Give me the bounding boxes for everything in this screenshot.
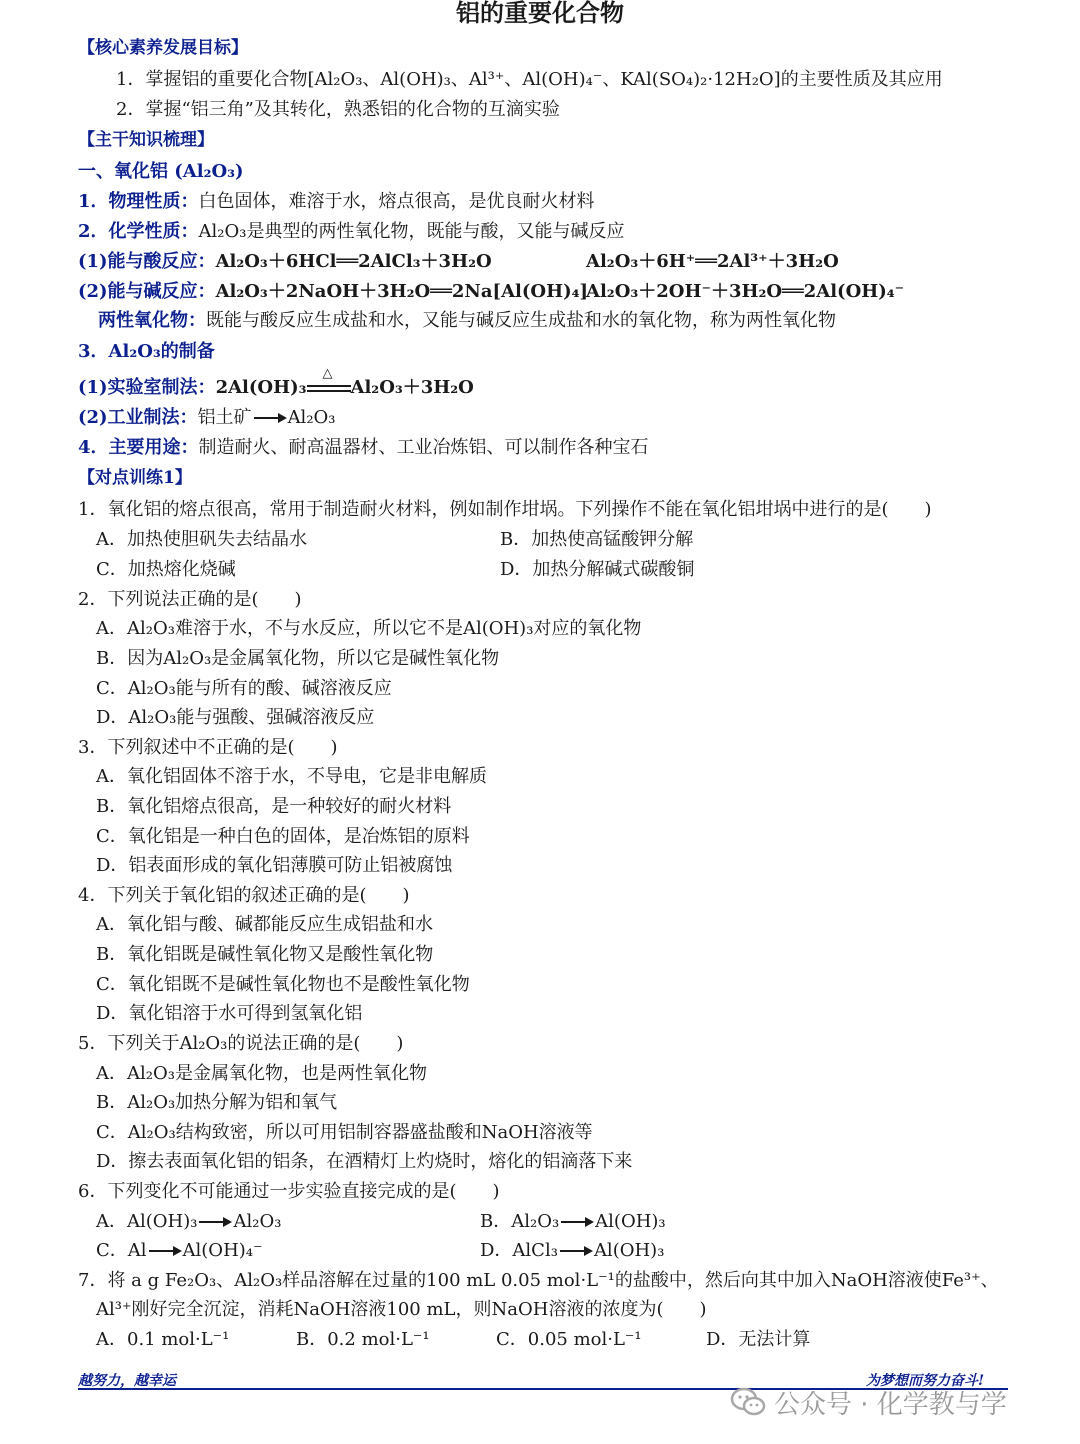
option-b-to: Al(OH)₃	[595, 1211, 666, 1232]
base-reaction-row	[78, 280, 588, 304]
question-5-option-b: B．Al₂O₃加热分解为铝和氧气	[96, 1092, 338, 1113]
acid-equation-2: Al₂O₃＋6H⁺══2Al³⁺＋3H₂O	[586, 251, 839, 272]
question-3-option-d: D．铝表面形成的氧化铝薄膜可防止铝被腐蚀	[96, 855, 453, 876]
practice-heading: 【对点训练1】	[78, 468, 192, 488]
arrow-right-icon	[559, 1216, 595, 1228]
question-2-option-b: B．因为Al₂O₃是金属氧化物，所以它是碱性氧化物	[96, 648, 500, 669]
question-1-option-c: C．加热熔化烧碱	[96, 559, 236, 580]
acid-equation-1: Al₂O₃＋6HCl══2AlCl₃＋3H₂O	[215, 251, 492, 272]
question-3-option-c: C．氧化铝是一种白色的固体，是冶炼铝的原料	[96, 826, 470, 847]
question-3: 3．下列叙述中不正确的是( )	[78, 737, 338, 758]
question-5: 5．下列关于Al₂O₃的说法正确的是( )	[78, 1033, 404, 1054]
question-6-option-b	[480, 1210, 666, 1234]
heat-triangle-icon: △	[322, 366, 333, 381]
question-1-option-a: A．加热使胆矾失去结晶水	[96, 529, 307, 550]
arrow-right-icon	[197, 1216, 233, 1228]
acid-reaction-row	[78, 250, 492, 274]
lab-rhs: Al₂O₃＋3H₂O	[350, 377, 474, 398]
arrow-right-icon	[252, 412, 288, 424]
amphoteric-label: 两性氧化物：	[98, 310, 206, 331]
wechat-icon	[730, 1387, 766, 1417]
question-6-option-c	[96, 1239, 263, 1263]
question-7-option-a: A．0.1 mol·L⁻¹	[96, 1329, 230, 1350]
lab-method-row	[78, 366, 474, 400]
amphoteric-text: 既能与酸反应生成盐和水，又能与碱反应生成盐和水的氧化物，称为两性氧化物	[206, 310, 836, 331]
option-b-from: B．Al₂O₃	[480, 1211, 560, 1232]
physical-property-label: 1．物理性质：	[78, 191, 199, 212]
question-4-option-a: A．氧化铝与酸、碱都能反应生成铝盐和水	[96, 914, 433, 935]
question-2: 2．下列说法正确的是( )	[78, 589, 302, 610]
lab-method-label: (1)实验室制法：	[78, 377, 216, 398]
question-1-option-d: D．加热分解碱式碳酸铜	[500, 559, 695, 580]
option-a-from: A．Al(OH)₃	[96, 1211, 198, 1232]
industrial-method-label: (2)工业制法：	[78, 407, 198, 428]
option-c-to: Al(OH)₄⁻	[182, 1240, 263, 1261]
wechat-watermark	[730, 1382, 1007, 1422]
lab-lhs: 2Al(OH)₃	[215, 377, 307, 398]
industrial-lhs: 铝土矿	[197, 407, 252, 428]
arrow-right-icon	[147, 1245, 183, 1257]
chemical-property-label: 2．化学性质：	[78, 221, 199, 242]
option-d-to: Al(OH)₃	[593, 1240, 665, 1261]
option-d-from: D．AlCl₃	[480, 1240, 558, 1261]
question-4: 4．下列关于氧化铝的叙述正确的是( )	[78, 885, 410, 906]
goals-heading: 【核心素养发展目标】	[78, 38, 248, 58]
page-title: 铝的重要化合物	[456, 0, 624, 27]
preparation-heading: 3．Al₂O₃的制备	[78, 341, 215, 362]
goal-item-2: 2．掌握“铝三角”及其转化，熟悉铝的化合物的互滴实验	[116, 99, 560, 120]
question-7-option-c: C．0.05 mol·L⁻¹	[496, 1329, 642, 1350]
question-4-option-d: D．氧化铝溶于水可得到氢氧化铝	[96, 1003, 363, 1024]
main-uses-text: 制造耐火、耐高温器材、工业冶炼铝、可以制作各种宝石	[198, 437, 649, 458]
question-3-option-a: A．氧化铝固体不溶于水，不导电，它是非电解质	[96, 766, 487, 787]
question-6: 6．下列变化不可能通过一步实验直接完成的是( )	[78, 1181, 500, 1202]
option-a-to: Al₂O₃	[233, 1211, 282, 1232]
question-6-option-a	[96, 1210, 281, 1234]
section-1-heading: 一、氧化铝 (Al₂O₃)	[78, 161, 244, 182]
question-2-option-c: C．Al₂O₃能与所有的酸、碱溶液反应	[96, 678, 392, 699]
question-1-option-b: B．加热使高锰酸钾分解	[500, 529, 694, 550]
base-reaction-label: (2)能与碱反应：	[78, 281, 216, 302]
question-7-line-2: Al³⁺刚好完全沉淀，消耗NaOH溶液100 mL，则NaOH溶液的浓度为( )	[96, 1299, 707, 1320]
question-7-line-1: 7．将 a g Fe₂O₃、Al₂O₃样品溶解在过量的100 mL 0.05 mol·L⁻¹的盐酸中，然后向其中加入NaOH溶液使Fe³⁺、	[78, 1270, 999, 1291]
question-7-option-b: B．0.2 mol·L⁻¹	[296, 1329, 430, 1350]
goal-item-1: 1．掌握铝的重要化合物[Al₂O₃、Al(OH)₃、Al³⁺、Al(OH)₄⁻、KAl(SO₄)₂·12H₂O]的主要性质及其应用	[116, 69, 943, 90]
chemical-property-text: Al₂O₃是典型的两性氧化物，既能与酸，又能与碱反应	[198, 221, 625, 242]
main-uses	[78, 436, 649, 460]
heat-equals-sign	[307, 366, 351, 400]
acid-reaction-label: (1)能与酸反应：	[78, 251, 216, 272]
question-4-option-b: B．氧化铝既是碱性氧化物又是酸性氧化物	[96, 944, 434, 965]
question-5-option-d: D．擦去表面氧化铝的铝条，在酒精灯上灼烧时，熔化的铝滴落下来	[96, 1151, 633, 1172]
chemical-property	[78, 220, 624, 244]
base-equation-1: Al₂O₃＋2NaOH＋3H₂O══2Na[Al(OH)₄]	[215, 281, 588, 302]
question-3-option-b: B．氧化铝熔点很高，是一种较好的耐火材料	[96, 796, 452, 817]
physical-property	[78, 190, 595, 214]
arrow-right-icon	[558, 1245, 594, 1257]
knowledge-heading: 【主干知识梳理】	[78, 130, 214, 150]
question-2-option-d: D．Al₂O₃能与强酸、强碱溶液反应	[96, 707, 375, 728]
footer-motto-right: 为梦想而努力奋斗!	[866, 1373, 985, 1389]
watermark-text: 公众号 · 化学教与学	[774, 1389, 1007, 1420]
question-7-option-d: D．无法计算	[706, 1329, 811, 1350]
industrial-method-row	[78, 406, 336, 430]
question-5-option-a: A．Al₂O₃是金属氧化物，也是两性氧化物	[96, 1063, 427, 1084]
amphoteric-definition	[98, 309, 836, 333]
option-c-from: C．Al	[96, 1240, 147, 1261]
question-2-option-a: A．Al₂O₃难溶于水，不与水反应，所以它不是Al(OH)₃对应的氧化物	[96, 618, 642, 639]
base-equation-2: Al₂O₃＋2OH⁻＋3H₂O══2Al(OH)₄⁻	[586, 281, 905, 302]
main-uses-label: 4．主要用途：	[78, 437, 199, 458]
industrial-rhs: Al₂O₃	[287, 407, 336, 428]
question-5-option-c: C．Al₂O₃结构致密，所以可用铝制容器盛盐酸和NaOH溶液等	[96, 1122, 593, 1143]
physical-property-text: 白色固体，难溶于水，熔点很高，是优良耐火材料	[198, 191, 595, 212]
question-1: 1．氧化铝的熔点很高，常用于制造耐火材料，例如制作坩埚。下列操作不能在氧化铝坩埚中进行的是( )	[78, 499, 932, 520]
question-4-option-c: C．氧化铝既不是碱性氧化物也不是酸性氧化物	[96, 974, 470, 995]
footer-motto-left: 越努力，越幸运	[78, 1373, 176, 1389]
question-6-option-d	[480, 1239, 664, 1263]
